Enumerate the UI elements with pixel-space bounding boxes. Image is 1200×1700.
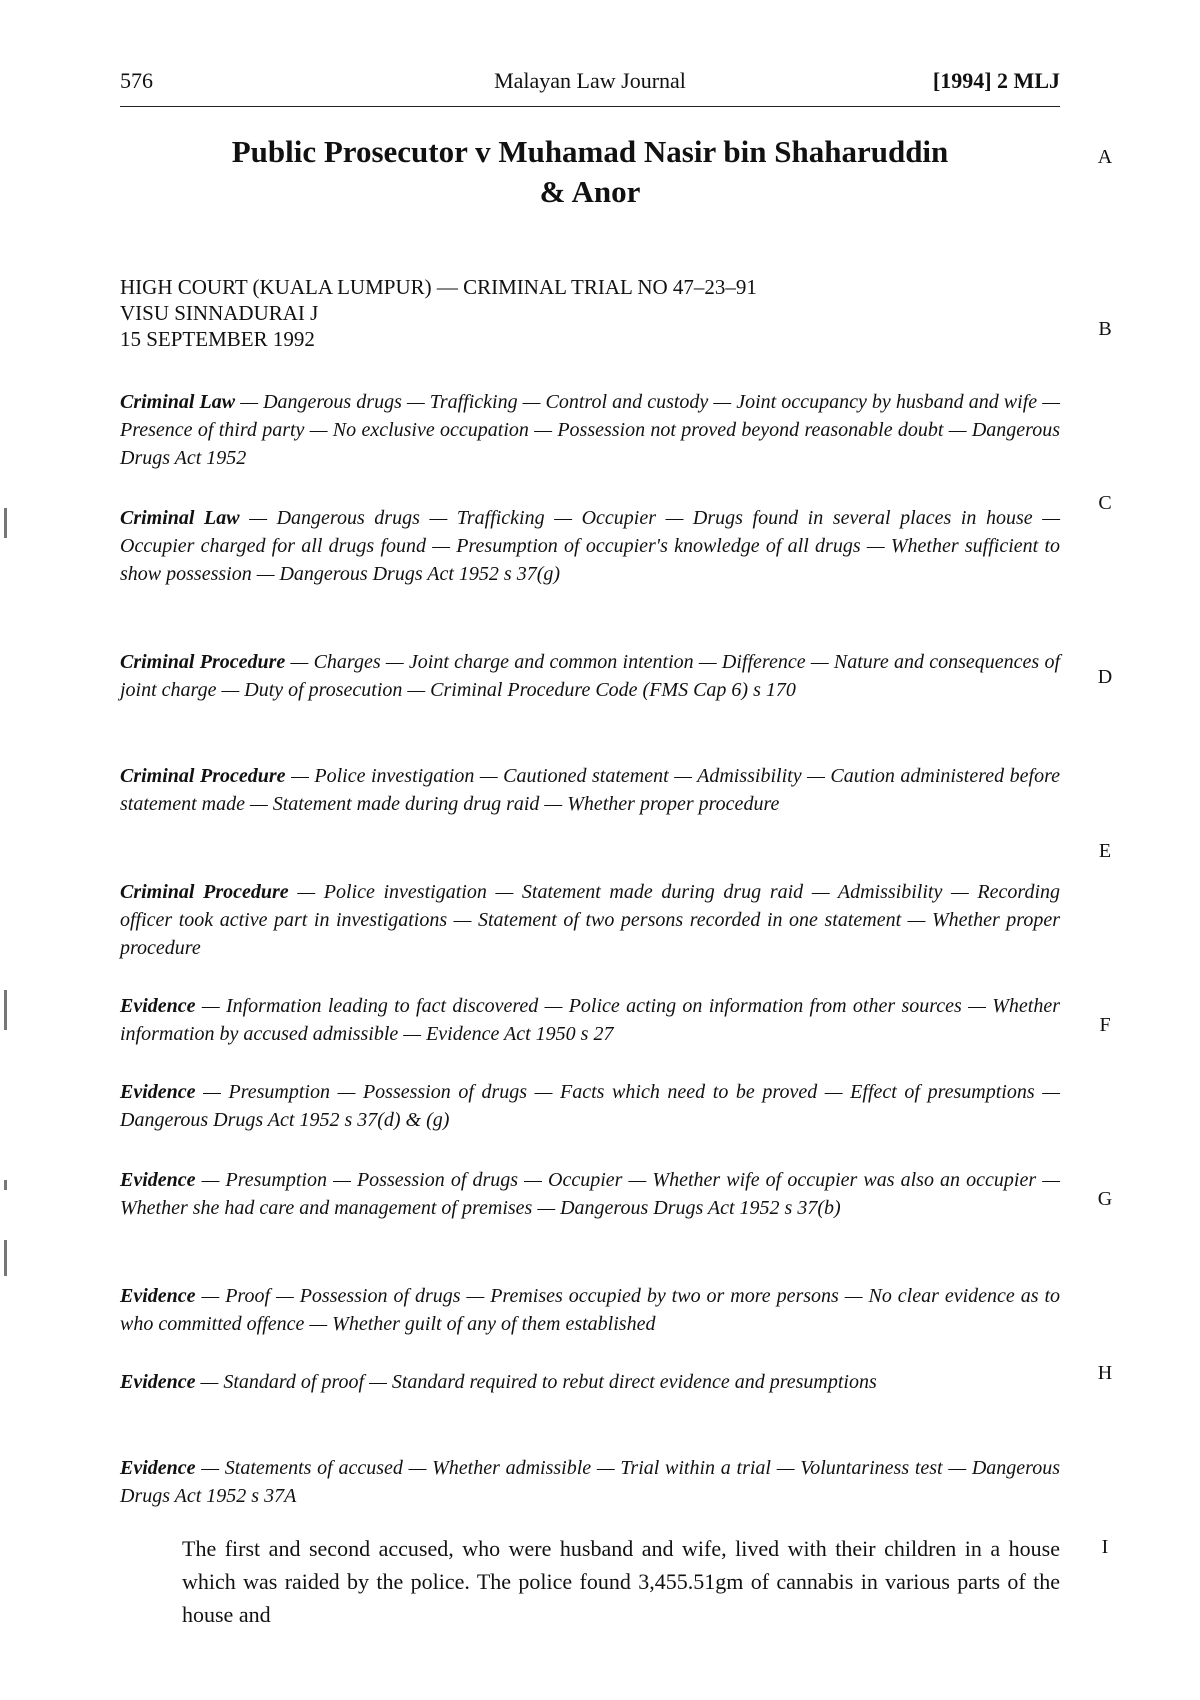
scan-mark	[4, 990, 7, 1030]
catchword-subject: Evidence	[120, 1169, 196, 1191]
margin-letter-b: B	[1098, 318, 1112, 340]
judge-name: VISU SINNADURAI J	[120, 301, 319, 325]
catchword-8	[120, 1166, 1060, 1222]
case-summary: The first and second accused, who were husband and wife, lived with their children in a house which was raided by the police. The police found 3,455.51gm of cannabis in various parts of the house and	[182, 1536, 1060, 1627]
scan-mark	[4, 508, 7, 538]
catchword-detail: — Standard of proof — Standard required to rebut direct evidence and presumptions	[195, 1371, 877, 1393]
catchword-subject: Criminal Procedure	[120, 651, 286, 673]
catchword-subject: Criminal Law	[120, 391, 236, 413]
margin-letter-e: E	[1098, 840, 1112, 862]
catchword-subject: Evidence	[120, 1371, 196, 1393]
catchword-9	[120, 1282, 1060, 1338]
catchword-subject: Criminal Procedure	[120, 765, 286, 787]
catchword-detail: — Police investigation — Cautioned statement — Admissibility — Caution administered before statement made — Statement made during drug raid — Whether proper procedure	[120, 765, 1060, 815]
catchword-detail: — Dangerous drugs — Trafficking — Control and custody — Joint occupancy by husband and wife — Presence of third party — No exclusive occupation — Possession not proved beyond reasonable doubt — Dangerous Drugs Act 1952	[120, 391, 1060, 469]
margin-letter-h: H	[1097, 1362, 1113, 1384]
catchword-1	[120, 388, 1060, 472]
catchword-subject: Criminal Law	[120, 507, 240, 529]
catchword-2	[120, 504, 1060, 588]
court-name: HIGH COURT (KUALA LUMPUR) — CRIMINAL TRIAL NO 47–23–91	[120, 275, 757, 299]
journal-name: Malayan Law Journal	[494, 68, 686, 93]
catchword-detail: — Charges — Joint charge and common intention — Difference — Nature and consequences of joint charge — Duty of prosecution — Criminal Procedure Code (FMS Cap 6) s 170	[120, 651, 1061, 701]
catchword-subject: Evidence	[120, 1081, 196, 1103]
court-info	[120, 274, 1060, 352]
margin-letter-d: D	[1097, 666, 1113, 688]
margin-letter-g: G	[1097, 1188, 1113, 1210]
margin-letter-a: A	[1097, 146, 1113, 168]
margin-letter-c: C	[1098, 492, 1112, 514]
page-number: 576	[120, 68, 153, 93]
catchword-detail: — Statements of accused — Whether admissible — Trial within a trial — Voluntariness test — Dangerous Drugs Act 1952 s 37A	[120, 1457, 1060, 1507]
catchword-detail: — Presumption — Possession of drugs — Occupier — Whether wife of occupier was also an occupier — Whether she had care and management of premises — Dangerous Drugs Act 1952 s 37(b)	[120, 1169, 1060, 1219]
catchword-detail: — Presumption — Possession of drugs — Facts which need to be proved — Effect of presumptions — Dangerous Drugs Act 1952 s 37(d) & (g)	[120, 1081, 1060, 1131]
catchword-detail: — Information leading to fact discovered — Police acting on information from other sources — Whether information by accused admissible — Evidence Act 1950 s 27	[120, 995, 1060, 1045]
catchword-7	[120, 1078, 1060, 1134]
scan-mark	[4, 1240, 7, 1276]
catchword-6	[120, 992, 1060, 1048]
catchword-3	[120, 648, 1060, 704]
judgment-date: 15 SEPTEMBER 1992	[120, 327, 315, 351]
citation: [1994] 2 MLJ	[932, 68, 1060, 93]
catchword-subject: Criminal Procedure	[120, 881, 289, 903]
catchword-5	[120, 878, 1060, 962]
page-header	[120, 62, 1060, 107]
case-title-line-1: Public Prosecutor v Muhamad Nasir bin Shaharuddin	[231, 134, 949, 169]
catchword-detail: — Police investigation — Statement made during drug raid — Admissibility — Recording officer took active part in investigations — Statement of two persons recorded in one statement — Whether proper procedure	[120, 881, 1060, 959]
catchword-4	[120, 762, 1060, 818]
scan-mark	[4, 1180, 7, 1190]
catchword-detail: — Dangerous drugs — Trafficking — Occupier — Drugs found in several places in house — Occupier charged for all drugs found — Presumption of occupier's knowledge of all drugs — Whether sufficient to show possession — Dangerous Drugs Act 1952 s 37(g)	[120, 507, 1061, 585]
margin-letter-i: I	[1101, 1536, 1109, 1558]
catchword-10	[120, 1368, 1060, 1396]
case-title-line-2: & Anor	[539, 174, 641, 209]
catchword-11	[120, 1454, 1060, 1510]
catchword-detail: — Proof — Possession of drugs — Premises occupied by two or more persons — No clear evidence as to who committed offence — Whether guilt of any of them established	[120, 1285, 1060, 1335]
case-title	[120, 132, 1060, 212]
catchword-subject: Evidence	[120, 995, 196, 1017]
catchword-subject: Evidence	[120, 1457, 196, 1479]
catchword-subject: Evidence	[120, 1285, 196, 1307]
margin-letter-f: F	[1099, 1014, 1111, 1036]
